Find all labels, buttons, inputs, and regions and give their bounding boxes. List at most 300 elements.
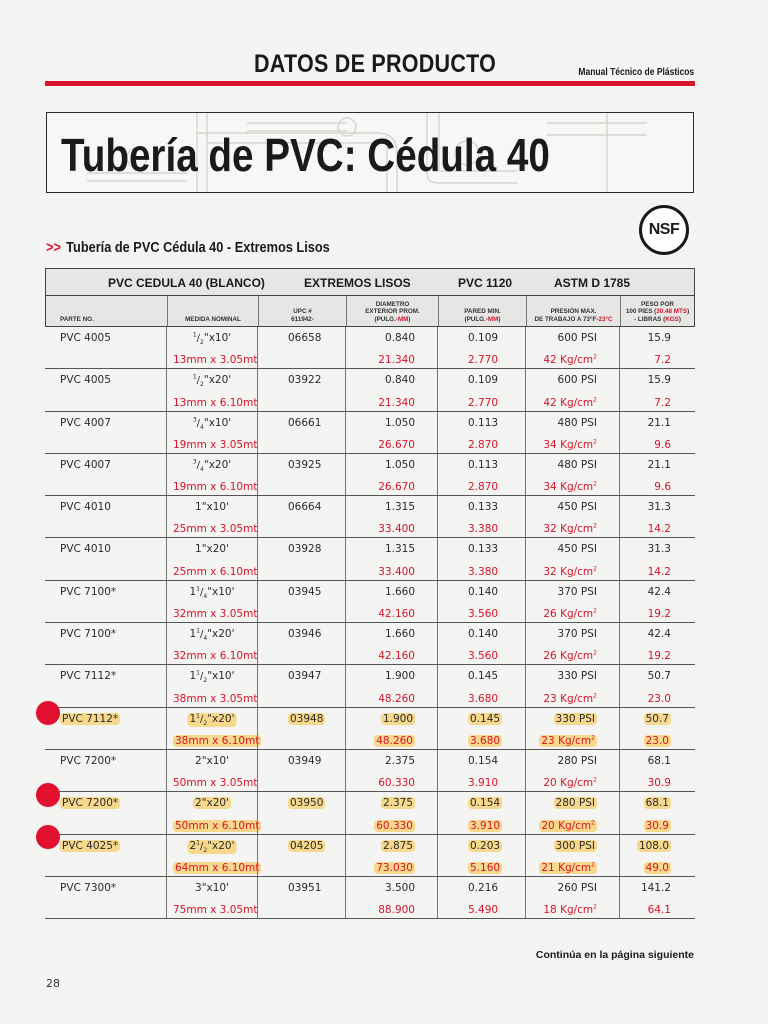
table-cell bbox=[345, 792, 437, 833]
weight-kg: 23.0 bbox=[645, 734, 669, 747]
weight-kg: 14.2 bbox=[647, 565, 671, 578]
wall-thickness: 0.113 bbox=[468, 416, 499, 429]
outer-diameter-mm: 42.160 bbox=[378, 608, 415, 621]
table-cell bbox=[45, 454, 166, 495]
size-denominator: 4 bbox=[200, 465, 204, 473]
weight-lb: 108.0 bbox=[638, 839, 669, 852]
table-cell bbox=[166, 835, 260, 876]
pressure-kg: 21 $Kg/cm^2$ bbox=[541, 861, 595, 874]
table-row bbox=[45, 623, 695, 665]
table-subtitle-text: Tubería de PVC Cédula 40 - Extremos Lisos bbox=[66, 240, 330, 256]
size-denominator: 2 bbox=[200, 339, 204, 347]
table-row bbox=[45, 581, 695, 623]
table-cell bbox=[525, 835, 619, 876]
weight-lb: 15.9 bbox=[647, 332, 671, 344]
table-cell bbox=[166, 708, 260, 749]
weight-lb: 68.1 bbox=[647, 754, 671, 767]
pressure-kg: 20 $Kg/cm^2$ bbox=[543, 776, 597, 790]
size-numerator: 1 bbox=[196, 712, 201, 720]
table-cell bbox=[437, 369, 525, 410]
table-cell bbox=[437, 708, 525, 749]
outer-diameter: 1.660 bbox=[384, 585, 415, 598]
top-label-pvc1120: PVC 1120 bbox=[458, 276, 513, 290]
metric-size: 13mm x 6.10mt bbox=[173, 396, 258, 409]
title-box bbox=[46, 112, 694, 193]
outer-diameter-mm: 33.400 bbox=[378, 523, 415, 536]
table-cell bbox=[257, 623, 345, 664]
size-denominator: 2 bbox=[203, 677, 208, 685]
table-cell bbox=[437, 454, 525, 495]
upc-code: 03951 bbox=[288, 881, 322, 894]
table-row bbox=[45, 327, 695, 369]
weight-lb: 50.7 bbox=[647, 670, 671, 683]
table-cell bbox=[437, 581, 525, 622]
nominal-size bbox=[195, 543, 229, 555]
main-title: Tubería de PVC: Cédula 40 bbox=[61, 129, 550, 181]
table-row bbox=[45, 750, 695, 792]
table-cell bbox=[525, 327, 619, 368]
size-numerator: 1 bbox=[196, 585, 201, 593]
wall-thickness: 0.145 bbox=[470, 712, 501, 725]
metric-size: 25mm x 3.05mt bbox=[173, 523, 258, 536]
continues-note: Continúa en la página siguiente bbox=[535, 949, 694, 961]
table-cell bbox=[45, 581, 166, 622]
outer-diameter: 1.050 bbox=[384, 458, 415, 471]
top-label-extremos: EXTREMOS LISOS bbox=[304, 276, 411, 290]
outer-diameter: 1.900 bbox=[382, 712, 413, 725]
pressure-psi: 280 PSI bbox=[557, 754, 597, 767]
part-number: PVC 4005 bbox=[60, 374, 111, 387]
wall-thickness: 0.133 bbox=[468, 501, 499, 514]
pressure-kg: 34 $Kg/cm^2$ bbox=[543, 480, 597, 494]
table-row bbox=[45, 835, 695, 877]
wall-thickness-mm: 3.910 bbox=[470, 819, 501, 832]
metric-size: 25mm x 6.10mt bbox=[173, 565, 258, 578]
table-cell bbox=[345, 327, 437, 368]
table-cell bbox=[345, 835, 437, 876]
table-cell bbox=[619, 454, 693, 495]
table-row bbox=[45, 412, 695, 454]
table-cell bbox=[166, 750, 257, 791]
pressure-kg: 26 $Kg/cm^2$ bbox=[543, 607, 597, 621]
weight-kg: 9.6 bbox=[654, 438, 671, 451]
upc-code: 03946 bbox=[288, 628, 322, 641]
size-whole: 2 bbox=[195, 754, 202, 767]
table-cell bbox=[257, 412, 345, 453]
pressure-kg: 26 $Kg/cm^2$ bbox=[543, 649, 597, 663]
outer-diameter: 1.050 bbox=[384, 416, 415, 429]
wall-thickness: 0.140 bbox=[468, 628, 499, 641]
weight-lb: 141.2 bbox=[640, 881, 671, 894]
wall-thickness: 0.154 bbox=[468, 754, 499, 767]
table-cell bbox=[345, 665, 437, 706]
weight-lb: 68.1 bbox=[645, 797, 669, 810]
weight-kg: 7.2 bbox=[654, 396, 671, 409]
weight-lb: 21.1 bbox=[647, 416, 671, 429]
part-number: PVC 7100* bbox=[60, 585, 117, 598]
weight-kg: 30.9 bbox=[645, 819, 669, 832]
wall-thickness: 0.109 bbox=[468, 374, 499, 387]
outer-diameter-mm: 48.260 bbox=[376, 734, 413, 747]
table-cell bbox=[619, 623, 693, 664]
weight-kg: 30.9 bbox=[647, 777, 671, 790]
upc-code: 06661 bbox=[288, 416, 322, 429]
wall-thickness-mm: 2.770 bbox=[468, 354, 499, 367]
table-row bbox=[45, 708, 695, 750]
table-row bbox=[45, 454, 695, 496]
table-cell bbox=[45, 412, 166, 453]
table-cell bbox=[345, 412, 437, 453]
table-cell bbox=[525, 792, 619, 833]
wall-thickness: 0.133 bbox=[468, 543, 499, 556]
table-cell bbox=[437, 877, 525, 918]
table-cell bbox=[166, 369, 257, 410]
pressure-psi: 330 PSI bbox=[557, 670, 597, 683]
table-cell bbox=[619, 708, 693, 749]
outer-diameter: 0.840 bbox=[384, 374, 415, 387]
top-label-cedula: PVC CEDULA 40 (BLANCO) bbox=[108, 276, 265, 290]
table-cell bbox=[437, 750, 525, 791]
table-cell bbox=[437, 665, 525, 706]
col-wall: PARED MIN. (PULG.-MM) bbox=[438, 296, 526, 326]
table-cell bbox=[166, 454, 257, 495]
table-row bbox=[45, 496, 695, 538]
size-denominator: 4 bbox=[203, 635, 208, 643]
col-pressure: PRESIÓN MAX. DE TRABAJO A 73°F-23°C bbox=[526, 296, 620, 326]
wall-thickness: 0.216 bbox=[468, 881, 499, 894]
weight-kg: 7.2 bbox=[654, 354, 671, 367]
wall-thickness-mm: 2.770 bbox=[468, 396, 499, 409]
weight-kg: 23.0 bbox=[647, 692, 671, 705]
table-cell bbox=[619, 750, 693, 791]
table-cell bbox=[525, 454, 619, 495]
table-cell bbox=[525, 369, 619, 410]
size-numerator: 1 bbox=[196, 669, 201, 677]
wall-thickness-mm: 3.560 bbox=[468, 650, 499, 663]
size-suffix: "x20' bbox=[207, 839, 235, 852]
upc-code: 06664 bbox=[288, 501, 322, 514]
part-number: PVC 4010 bbox=[60, 543, 111, 556]
page-number: 28 bbox=[46, 977, 60, 990]
size-numerator: 1 bbox=[196, 839, 201, 847]
wall-thickness: 0.113 bbox=[468, 458, 499, 471]
size-suffix: "x10' bbox=[201, 881, 229, 894]
nominal-size: $1^1/_2"x20'$ bbox=[189, 712, 235, 727]
upc-code: 03925 bbox=[288, 458, 322, 471]
size-suffix: "x10' bbox=[207, 670, 235, 683]
table-cell bbox=[45, 792, 166, 833]
col-weight: PESO POR 100 PIES (30.48 MTS) - LIBRAS (KGS) bbox=[620, 296, 694, 326]
table-cell bbox=[525, 623, 619, 664]
table-row bbox=[45, 369, 695, 411]
table-cell bbox=[525, 750, 619, 791]
part-number: PVC 4007 bbox=[60, 458, 111, 471]
outer-diameter-mm: 60.330 bbox=[376, 819, 413, 832]
wall-thickness-mm: 3.910 bbox=[468, 777, 499, 790]
size-numerator: 3 bbox=[192, 416, 197, 424]
part-number: PVC 4005 bbox=[60, 332, 111, 344]
table-cell bbox=[525, 412, 619, 453]
table-row bbox=[45, 665, 695, 707]
table-body bbox=[45, 327, 695, 919]
table-cell bbox=[525, 665, 619, 706]
part-number: PVC 4007 bbox=[60, 416, 111, 429]
table-row bbox=[45, 792, 695, 834]
nsf-logo-text: NSF bbox=[648, 221, 680, 238]
pressure-kg: 32 $Kg/cm^2$ bbox=[543, 565, 597, 578]
outer-diameter-mm: 48.260 bbox=[378, 692, 415, 705]
table-row bbox=[45, 538, 695, 580]
table-cell bbox=[345, 538, 437, 579]
header-red-rule bbox=[45, 81, 695, 86]
size-suffix: "x10' bbox=[203, 416, 232, 429]
size-suffix: "x20' bbox=[203, 374, 232, 387]
pressure-psi: 370 PSI bbox=[557, 628, 597, 641]
size-suffix: "x10' bbox=[201, 754, 229, 767]
outer-diameter-mm: 21.340 bbox=[378, 354, 415, 367]
size-suffix: "x20' bbox=[201, 543, 229, 556]
table-cell bbox=[257, 369, 345, 410]
metric-size: 75mm x 3.05mt bbox=[173, 904, 258, 917]
size-whole: 1 bbox=[195, 543, 202, 556]
wall-thickness-mm: 3.380 bbox=[468, 523, 499, 536]
size-suffix: "x10' bbox=[207, 585, 235, 598]
pressure-psi: 300 PSI bbox=[555, 839, 595, 852]
column-header-row bbox=[45, 295, 695, 327]
table-cell bbox=[345, 708, 437, 749]
top-label-astm: ASTM D 1785 bbox=[554, 276, 631, 290]
part-number: PVC 4025* bbox=[62, 839, 119, 852]
pressure-psi: 480 PSI bbox=[557, 416, 597, 429]
table-cell bbox=[525, 581, 619, 622]
table-cell bbox=[525, 877, 619, 918]
outer-diameter: 3.500 bbox=[384, 881, 415, 894]
table-cell bbox=[437, 623, 525, 664]
size-suffix: "x20' bbox=[201, 797, 229, 810]
table-cell bbox=[257, 496, 345, 537]
table-cell bbox=[166, 327, 257, 368]
part-number: PVC 7100* bbox=[60, 628, 117, 641]
outer-diameter-mm: 88.900 bbox=[378, 904, 415, 917]
table-subtitle bbox=[46, 240, 330, 256]
table-cell bbox=[166, 496, 257, 537]
table-cell bbox=[345, 750, 437, 791]
table-cell bbox=[45, 750, 166, 791]
table-cell bbox=[45, 623, 166, 664]
size-whole: 1 bbox=[195, 501, 202, 514]
table-cell bbox=[525, 538, 619, 579]
size-suffix: "x10' bbox=[203, 332, 232, 344]
metric-size: 19mm x 6.10mt bbox=[173, 481, 258, 494]
nominal-size bbox=[195, 882, 229, 894]
col-nominal: MEDIDA NOMINAL bbox=[167, 296, 258, 326]
table-cell bbox=[45, 496, 166, 537]
weight-lb: 50.7 bbox=[645, 712, 669, 725]
size-whole: 1 bbox=[189, 585, 197, 598]
highlight-dot-icon bbox=[36, 701, 60, 725]
table-cell bbox=[525, 496, 619, 537]
nominal-size: $1^1/_4"x10'$ bbox=[189, 585, 235, 600]
size-whole: 1 bbox=[189, 670, 197, 683]
size-suffix: "x20' bbox=[207, 628, 235, 641]
pressure-kg: 20 $Kg/cm^2$ bbox=[541, 819, 595, 832]
weight-lb: 42.4 bbox=[647, 585, 671, 598]
outer-diameter-mm: 73.030 bbox=[376, 861, 413, 874]
header-section-title: DATOS DE PRODUCTO bbox=[254, 50, 497, 78]
pressure-kg: 23 $Kg/cm^2$ bbox=[541, 734, 595, 747]
nominal-size bbox=[193, 797, 231, 809]
outer-diameter: 2.375 bbox=[384, 754, 415, 767]
table-cell bbox=[619, 327, 693, 368]
table-cell bbox=[257, 327, 345, 368]
table-cell bbox=[257, 792, 345, 833]
product-table bbox=[45, 268, 695, 919]
part-number: PVC 7300* bbox=[60, 881, 117, 894]
arrows-icon: >> bbox=[46, 240, 61, 256]
weight-lb: 31.3 bbox=[647, 501, 671, 514]
table-cell bbox=[45, 369, 166, 410]
part-number: PVC 7112* bbox=[60, 670, 117, 683]
nominal-size: $2^1/_2"x20'$ bbox=[189, 839, 235, 854]
upc-code: 04205 bbox=[290, 839, 324, 852]
nominal-size bbox=[195, 501, 229, 513]
size-suffix: "x20' bbox=[203, 458, 232, 471]
pressure-psi: 600 PSI bbox=[557, 332, 597, 344]
table-cell bbox=[166, 877, 257, 918]
outer-diameter-mm: 21.340 bbox=[378, 396, 415, 409]
outer-diameter: 1.315 bbox=[384, 543, 415, 556]
wall-thickness-mm: 5.490 bbox=[468, 904, 499, 917]
table-cell bbox=[257, 750, 345, 791]
table-cell bbox=[619, 792, 693, 833]
metric-size: 38mm x 6.10mt bbox=[175, 734, 260, 747]
table-cell bbox=[619, 877, 693, 918]
weight-lb: 21.1 bbox=[647, 458, 671, 471]
pressure-psi: 450 PSI bbox=[557, 501, 597, 514]
metric-size: 38mm x 3.05mt bbox=[173, 692, 258, 705]
size-suffix: "x20' bbox=[207, 712, 235, 725]
wall-thickness: 0.154 bbox=[470, 797, 501, 810]
table-cell bbox=[45, 708, 166, 749]
table-cell bbox=[166, 581, 257, 622]
table-row bbox=[45, 877, 695, 919]
size-whole: 1 bbox=[189, 712, 197, 725]
pressure-kg: 32 $Kg/cm^2$ bbox=[543, 522, 597, 536]
nominal-size: $1^1/_4"x20'$ bbox=[189, 627, 235, 643]
pressure-psi: 370 PSI bbox=[557, 585, 597, 598]
wall-thickness-mm: 3.560 bbox=[468, 608, 499, 621]
table-cell bbox=[345, 877, 437, 918]
size-denominator: 4 bbox=[200, 423, 204, 431]
wall-thickness-mm: 2.870 bbox=[468, 438, 499, 451]
table-cell bbox=[45, 327, 166, 368]
upc-code: 03947 bbox=[288, 670, 322, 683]
table-cell bbox=[45, 538, 166, 579]
upc-code: 03949 bbox=[288, 754, 322, 767]
wall-thickness-mm: 5.160 bbox=[470, 861, 501, 874]
table-cell bbox=[166, 792, 260, 833]
size-whole: 1 bbox=[189, 628, 197, 641]
size-denominator: 2 bbox=[200, 381, 204, 389]
metric-size: 32mm x 3.05mt bbox=[173, 608, 258, 621]
metric-size: 50mm x 6.10mt bbox=[175, 819, 260, 832]
outer-diameter-mm: 26.670 bbox=[378, 481, 415, 494]
size-numerator: 1 bbox=[192, 373, 197, 381]
table-cell bbox=[437, 496, 525, 537]
table-cell bbox=[166, 412, 257, 453]
metric-size: 50mm x 3.05mt bbox=[173, 777, 258, 790]
header-manual-name: Manual Técnico de Plásticos bbox=[578, 67, 694, 78]
size-numerator: 1 bbox=[196, 627, 201, 635]
table-top-bar bbox=[45, 268, 695, 295]
upc-code: 06658 bbox=[288, 332, 322, 344]
table-cell bbox=[345, 454, 437, 495]
upc-code: 03948 bbox=[290, 712, 324, 725]
pressure-psi: 260 PSI bbox=[557, 881, 597, 894]
weight-kg: 14.2 bbox=[647, 523, 671, 536]
highlight-dot-icon bbox=[36, 825, 60, 849]
pressure-psi: 280 PSI bbox=[555, 797, 595, 810]
weight-kg: 19.2 bbox=[647, 608, 671, 621]
table-cell bbox=[166, 623, 257, 664]
upc-code: 03945 bbox=[288, 585, 322, 598]
col-upc: UPC # 611942- bbox=[258, 296, 346, 326]
weight-lb: 15.9 bbox=[647, 374, 671, 387]
wall-thickness: 0.140 bbox=[468, 585, 499, 598]
col-part: PARTE NO. bbox=[60, 315, 94, 323]
table-cell bbox=[619, 665, 693, 706]
nominal-size: $^1/_2"x20'$ bbox=[192, 373, 232, 389]
nominal-size bbox=[195, 755, 229, 767]
outer-diameter: 1.315 bbox=[384, 501, 415, 514]
upc-code: 03950 bbox=[290, 797, 324, 810]
table-cell bbox=[525, 708, 619, 749]
upc-code: 03928 bbox=[288, 543, 322, 556]
metric-size: 19mm x 3.05mt bbox=[173, 438, 258, 451]
table-cell bbox=[45, 835, 166, 876]
weight-kg: 64.1 bbox=[647, 904, 671, 917]
table-cell bbox=[619, 835, 693, 876]
outer-diameter: 1.900 bbox=[384, 670, 415, 683]
nominal-size: $^1/_2"x10'$ bbox=[192, 331, 232, 347]
weight-kg: 49.0 bbox=[645, 861, 669, 874]
table-cell bbox=[45, 665, 166, 706]
outer-diameter-mm: 33.400 bbox=[378, 565, 415, 578]
metric-size: 64mm x 6.10mt bbox=[175, 861, 260, 874]
outer-diameter: 0.840 bbox=[384, 332, 415, 344]
pressure-kg: 42 $Kg/cm^2$ bbox=[543, 396, 597, 409]
table-cell bbox=[437, 835, 525, 876]
table-cell bbox=[437, 538, 525, 579]
table-cell bbox=[257, 454, 345, 495]
table-cell bbox=[345, 623, 437, 664]
table-cell bbox=[619, 538, 693, 579]
part-number: PVC 7200* bbox=[62, 797, 119, 810]
nominal-size: $^3/_4"x20'$ bbox=[192, 458, 232, 473]
pressure-psi: 330 PSI bbox=[555, 712, 595, 725]
table-cell bbox=[45, 877, 166, 918]
outer-diameter: 1.660 bbox=[384, 628, 415, 641]
wall-thickness: 0.145 bbox=[468, 670, 499, 683]
col-diameter: DIAMETRO EXTERIOR PROM. (PULG.-MM) bbox=[346, 296, 438, 326]
pressure-psi: 480 PSI bbox=[557, 458, 597, 471]
metric-size: 13mm x 3.05mt bbox=[173, 354, 258, 367]
wall-thickness-mm: 3.680 bbox=[468, 692, 499, 705]
table-cell bbox=[257, 708, 345, 749]
table-cell bbox=[437, 327, 525, 368]
nsf-logo bbox=[639, 205, 689, 255]
part-number: PVC 4010 bbox=[60, 501, 111, 514]
